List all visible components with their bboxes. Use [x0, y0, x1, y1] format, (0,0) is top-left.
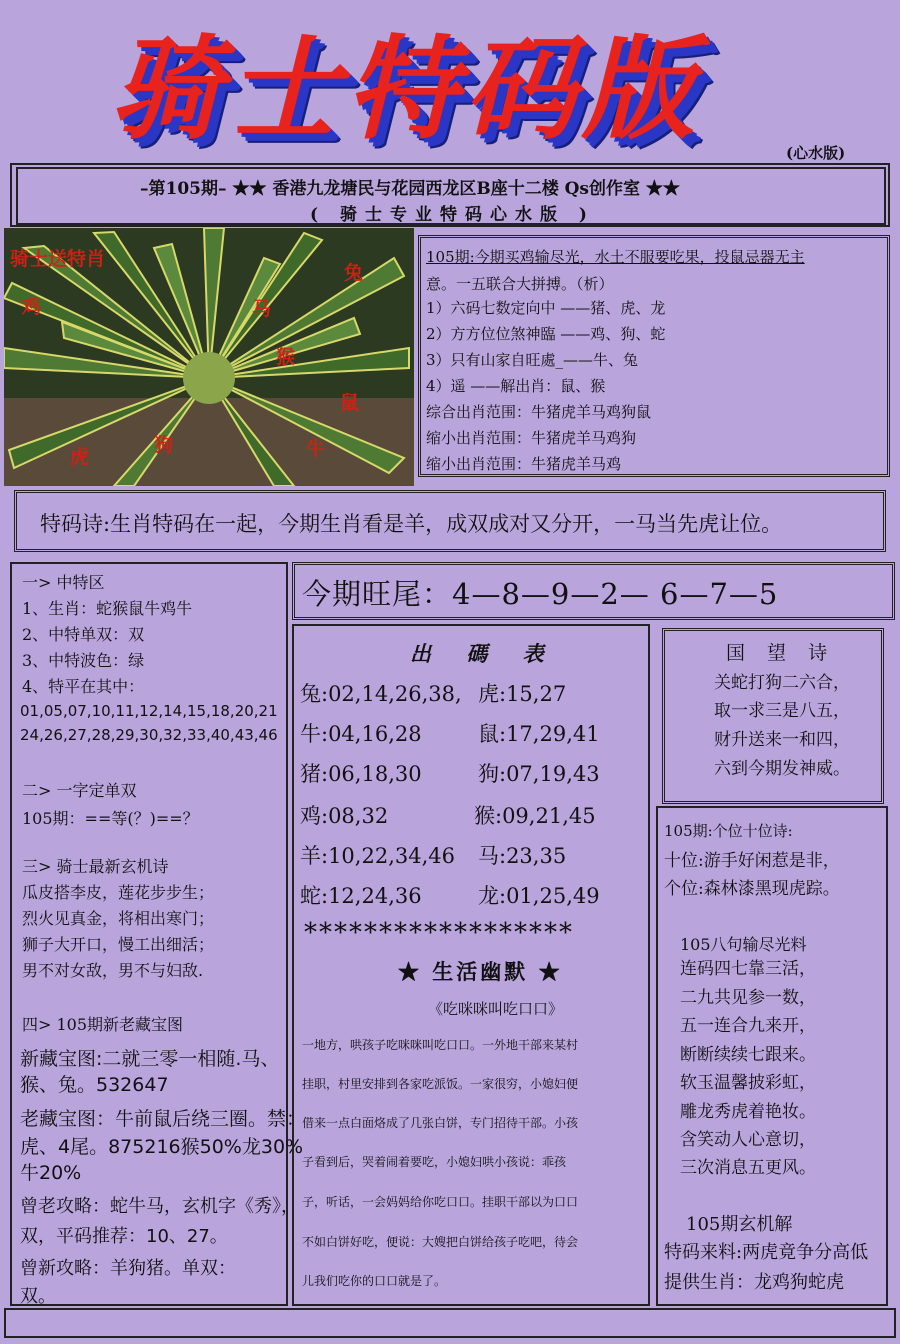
humor-line: 一地方，哄孩子吃咪咪叫吃口口。一外地干部来某村	[302, 1038, 579, 1052]
humor-subtitle: 《吃咪咪叫吃口口》	[428, 1000, 564, 1018]
photo-label-rat: 鼠	[340, 392, 360, 414]
section-3-line: 狮子大开口，慢工出细活；	[22, 935, 215, 954]
table-cell: 蛇:12,24,36	[300, 884, 422, 908]
analysis-line: 1）六码七数定向中 ——猪、虎、龙	[426, 299, 666, 317]
photo-label-dog: 狗	[154, 434, 174, 456]
section-4-line: 新藏宝图:二就三零一相随.马、	[20, 1048, 280, 1070]
section-1-numbers: 01,05,07,10,11,12,14,15,18,20,21	[20, 702, 278, 720]
section-4-line: 猴、兔。532647	[20, 1074, 169, 1096]
section-1-line: 3、中特波色：绿	[22, 651, 145, 670]
analysis-line: 意。一五联合大拼搏。（析）	[426, 275, 614, 293]
section-4-title: 四> 105期新老藏宝图	[22, 1015, 184, 1034]
table-cell: 兔:02,14,26,38,	[300, 682, 462, 706]
header-line-1: –第105期– ★★ 香港九龙塘民与花园西龙区B座十二楼 Qs创作室 ★★	[140, 179, 680, 199]
section-2-line: 105期：==等(？)==？	[22, 809, 199, 828]
eight-lines-line: 雕龙秀虎着艳妆。	[680, 1102, 816, 1122]
photo-label-rabbit: 兔	[344, 262, 364, 284]
photo-label-tiger: 虎	[70, 446, 90, 468]
section-3-line: 烈火见真金，将相出寒门；	[22, 909, 215, 928]
national-poem-line: 关蛇打狗二六合，	[714, 673, 850, 693]
table-cell: 鸡:08,32	[300, 804, 389, 828]
humor-line: 不如白饼好吃，便说：大嫂把白饼给孩子吃吧，待会	[302, 1235, 579, 1249]
table-cell: 牛:04,16,28	[300, 722, 422, 746]
photo-label-chicken: 鸡	[22, 296, 42, 318]
analysis-line: 缩小出肖范围：牛猪虎羊马鸡狗	[426, 429, 637, 447]
stars-divider: ******************	[304, 918, 574, 948]
eight-lines-line: 连码四七靠三活，	[680, 959, 816, 979]
plant-photo	[4, 228, 414, 486]
table-cell: 龙:01,25,49	[478, 884, 600, 908]
eight-lines-line: 断断续续七跟来。	[680, 1045, 816, 1065]
humor-line: 子看到后，哭着闹着要吃，小媳妇哄小孩说：乖孩	[302, 1155, 567, 1169]
national-poem-line: 取一求三是八五，	[714, 701, 850, 721]
table-cell: 羊:10,22,34,46	[300, 844, 455, 868]
section-1-line: 4、特平在其中：	[22, 677, 145, 696]
section-4-line: 曾老攻略：蛇牛马，玄机字《秀》，	[20, 1196, 299, 1217]
section-1-numbers: 24,26,27,28,29,30,32,33,40,43,46	[20, 726, 278, 744]
table-cell: 狗:07,19,43	[478, 762, 600, 786]
mystery-title: 105期玄机解	[686, 1214, 793, 1235]
analysis-line: 2）方方位位煞神臨 ——鸡、狗、蛇	[426, 325, 666, 343]
table-cell: 猪:06,18,30	[300, 762, 422, 786]
eight-lines-line: 三次消息五更风。	[680, 1158, 816, 1178]
analysis-line: 3）只有山家自旺處_——牛、兔	[426, 351, 639, 369]
photo-label-monkey: 猴	[276, 346, 296, 368]
page-title: 骑士特码版	[110, 25, 700, 155]
table-cell: 鼠:17,29,41	[478, 722, 600, 746]
humor-title: ★ 生活幽默 ★	[398, 959, 563, 984]
edition-label: (心水版)	[786, 144, 846, 162]
lucky-tail-text: 今期旺尾：4—8—9—2— 6—7—5	[302, 577, 779, 611]
section-2-title: 二> 一字定单双	[22, 781, 137, 800]
humor-line: 借来一点白面烙成了几张白饼，专门招待干部。小孩	[302, 1116, 579, 1130]
eight-lines-line: 二九共见参一数，	[680, 988, 816, 1008]
digit-poem-title: 105期:个位十位诗:	[664, 822, 793, 840]
section-1-title: 一> 中特区	[22, 573, 105, 592]
section-4-line: 双。	[20, 1286, 56, 1307]
analysis-line: 缩小出肖范围：牛猪虎羊马鸡	[426, 455, 622, 473]
humor-line: 子，听话，一会妈妈给你吃口口。挂职干部以为口口	[302, 1195, 579, 1209]
humor-line: 儿我们吃你的口口就是了。	[302, 1274, 447, 1288]
section-3-line: 男不对女敌，男不与妇敌.	[22, 961, 204, 980]
national-poem-line: 六到今期发神威。	[714, 759, 850, 779]
section-4-line: 双，平码推荐：10、27。	[20, 1226, 228, 1247]
eight-lines-line: 软玉温馨披彩虹，	[680, 1073, 816, 1093]
eight-lines-line: 含笑动人心意切，	[680, 1130, 816, 1150]
section-4-line: 虎、4尾。875216猴50%龙30%	[20, 1136, 304, 1158]
section-3-line: 瓜皮搭李皮，莲花步步生；	[22, 883, 215, 902]
humor-line: 挂职，村里安排到各家吃派饭。一家很穷，小媳妇便	[302, 1077, 579, 1091]
table-cell: 猴:09,21,45	[474, 804, 596, 828]
photo-label-ox: 牛	[306, 438, 326, 460]
mystery-line: 提供生肖：龙鸡狗蛇虎	[664, 1272, 844, 1293]
section-3-title: 三> 骑士最新玄机诗	[22, 857, 169, 876]
section-4-line: 老藏宝图：牛前鼠后绕三圈。禁：	[20, 1108, 306, 1130]
special-code-poem: 特码诗:生肖特码在一起，今期生肖看是羊，成双成对又分开，一马当先虎让位。	[40, 512, 783, 536]
eight-lines-line: 五一连合九来开，	[680, 1016, 816, 1036]
section-1-line: 2、中特单双：双	[22, 625, 145, 644]
national-poem-line: 财升送来一和四，	[714, 730, 850, 750]
photo-label-horse: 马	[252, 298, 272, 320]
mystery-line: 特码来料:两虎竟争分高低	[664, 1242, 869, 1263]
section-4-line: 牛20%	[20, 1162, 82, 1184]
photo-label-title: 骑士送特肖	[10, 248, 106, 270]
bottom-bar	[4, 1308, 896, 1338]
table-cell: 马:23,35	[478, 844, 567, 868]
national-poem-title: 国 望 诗	[726, 642, 836, 664]
analysis-line: 105期:今期买鸡输尽光，水土不服要吃果，投鼠忌器无主	[426, 248, 805, 266]
header-line-2: ( 骑士专业特码心水版 )	[310, 205, 595, 225]
section-1-line: 1、生肖：蛇猴鼠牛鸡牛	[22, 599, 193, 618]
eight-lines-title: 105八句输尽光料	[680, 935, 807, 954]
section-4-line: 曾新攻略：羊狗猪。单双：	[20, 1258, 236, 1279]
analysis-line: 4）遥 ——解出肖：鼠、猴	[426, 377, 606, 395]
digit-poem-line: 十位:游手好闲惹是非，	[664, 851, 840, 871]
table-cell: 虎:15,27	[478, 682, 567, 706]
analysis-line: 综合出肖范围：牛猪虎羊马鸡狗鼠	[426, 403, 652, 421]
code-table-title: 出 碼 表	[410, 641, 558, 666]
digit-poem-line: 个位:森林漆黑现虎踪。	[664, 879, 840, 899]
